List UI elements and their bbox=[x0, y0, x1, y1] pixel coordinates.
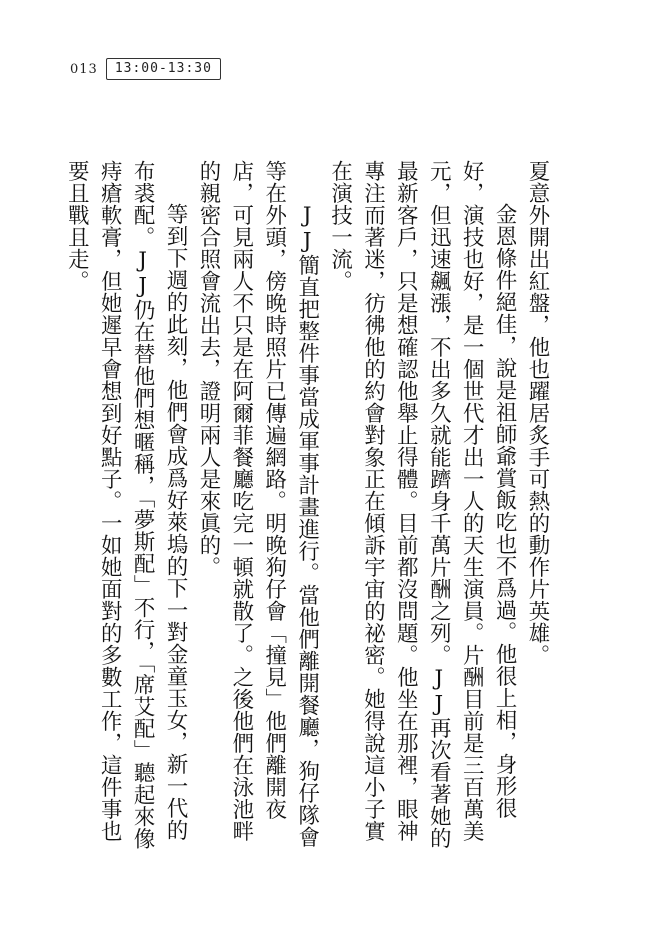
vertical-text-body bbox=[59, 160, 553, 860]
paragraph: 夏意外開出紅盤，他也躍居炙手可熱的動作片英雄。 bbox=[525, 160, 550, 666]
paragraph: 等到下週的此刻，他們會成爲好萊塢的下一對金童玉女，新一代的布裘配。JJ仍在替他們想暱稱，「夢斯配」不行，「席艾配」聽起來像痔瘡軟膏，但她遲早會想到好點子。一如她面對的多數工作，這件事也要且戰且走。 bbox=[64, 160, 189, 850]
paragraph: 金恩條件絕佳，說是祖師爺賞飯吃也不爲過。他很上相，身形很好，演技也好，是一個世代才出一人的天生演員。片酬目前是三百萬美元，但迅速飆漲，不出多久就能躋身千萬片酬之列。JJ再次看著她的最新客戶，只是想確認他舉止得體。目前都沒問題。他坐在那裡，眼神專注而著迷，彷彿他的約會對象正在傾訴宇宙的祕密。她得說這小子實在演技一流。 bbox=[327, 160, 518, 850]
time-range-label: 13:00-13:30 bbox=[106, 58, 221, 80]
page-header bbox=[70, 57, 221, 81]
page-number: 013 bbox=[70, 61, 98, 77]
paragraph: JJ簡直把整件事當成軍事計畫進行。當他們離開餐廳，狗仔隊會等在外頭，傍晚時照片已傳遍網路。明晚狗仔會「撞見」他們離開夜店，可見兩人不只是在阿爾菲餐廳吃完一頓就散了。之後他們在泳池畔的親密合照會流出去，證明兩人是來眞的。 bbox=[195, 160, 320, 848]
